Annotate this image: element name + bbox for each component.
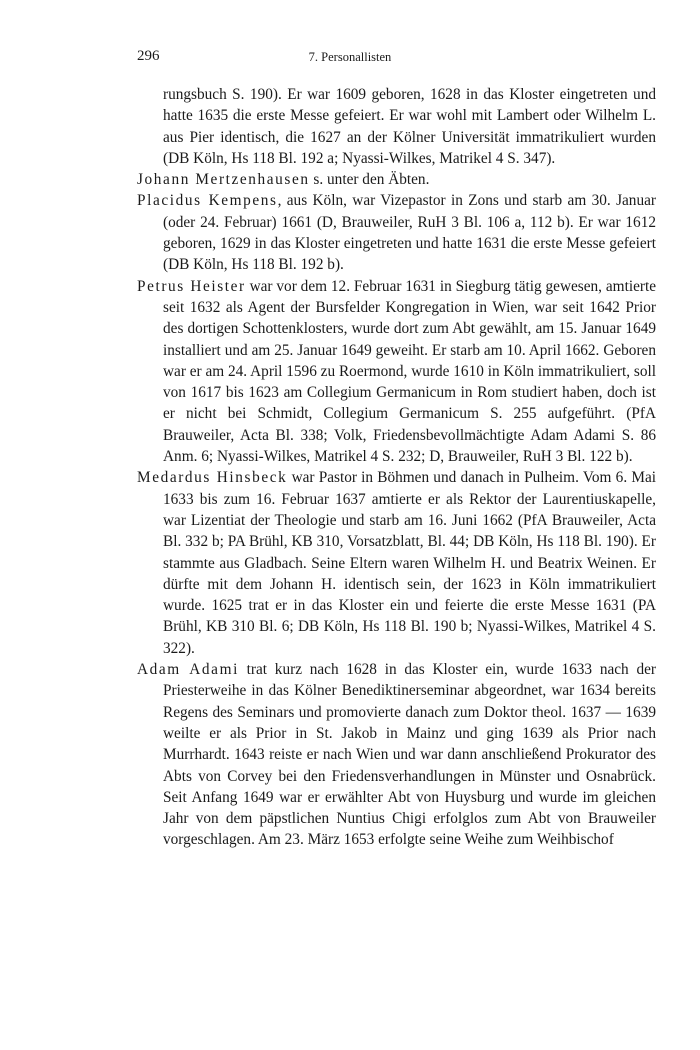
entry-kempens <box>137 190 656 275</box>
entry-text: s. unter den Äbten. <box>309 171 430 189</box>
entry-name: Adam Adami <box>137 661 239 679</box>
entry-adami <box>137 659 656 851</box>
entry-name: Johann Mertzenhausen <box>137 171 310 189</box>
entry-heister <box>137 276 656 468</box>
entry-name: Medardus Hinsbeck <box>137 469 288 487</box>
entry-text: , aus Köln, war Vizepastor in Zons und starb am 30. Januar (oder 24. Februar) 1661 (D, Brauweiler, RuH 3 Bl. 106 a, 112 b). Er war 1612 geboren, 1629 in das Kloster eingetreten und hatte 1631 die erste Messe gefeiert (DB Köln, Hs 118 Bl. 192 b). <box>163 192 656 274</box>
entry-text: rungsbuch S. 190). Er war 1609 geboren, 1628 in das Kloster eingetreten und hatte 1635 die erste Messe gefeiert. Er war wohl mit Lambert oder Wilhelm L. aus Pier identisch, die 1627 an der Kölner Universität immatrikuliert wurden (DB Köln, Hs 118 Bl. 192 a; Nyassi-Wilkes, Matrikel 4 S. 347). <box>163 86 656 167</box>
entry-name: Placidus Kempens <box>137 192 278 210</box>
entry-text: war vor dem 12. Februar 1631 in Siegburg tätig gewesen, amtierte seit 1632 als Agent der Bursfelder Kongregation in Wien, war seit 1642 Prior des dortigen Schottenklosters, wurde dort zum Abt gewählt, am 15. Januar 1649 installiert und am 25. Januar 1649 geweiht. Er starb am 10. April 1662. Geboren war er am 24. April 1596 zu Roermond, wurde 1610 in Köln immatrikuliert, soll von 1617 bis 1623 am Collegium Germanicum in Rom studiert haben, doch ist er nicht bei Schmidt, Collegium Germanicum S. 255 aufgeführt. (PfA Brauweiler, Acta Bl. 338; Volk, Friedensbevollmächtigte Adam Adami S. 86 Anm. 6; Nyassi-Wilkes, Matrikel 4 S. 232; D, Brauweiler, RuH 3 Bl. 122 b). <box>163 277 657 466</box>
entry-continuation <box>137 84 656 169</box>
entry-name: Petrus Heister <box>137 277 246 295</box>
entry-list <box>137 84 656 851</box>
page-number: 296 <box>137 48 160 64</box>
entry-mertzenhausen <box>137 169 656 190</box>
entry-text: trat kurz nach 1628 in das Kloster ein, wurde 1633 nach der Priesterweihe in das Kölner Benediktinerseminar abgeordnet, war 1634 bereits Regens des Seminars und promovierte danach zum Doktor theol. 1637 — 1639 weilte er als Prior in St. Jakob in Mainz und ging 1639 als Prior nach Murrhardt. 1643 reiste er nach Wien und war dann anschließend Prokurator des Abts von Corvey bei den Friedensverhandlungen in Münster und Osnabrück. Seit Anfang 1649 war er erwählter Abt von Huysburg und wurde im gleichen Jahr von dem päpstlichen Nuntius Chigi erfolglos zum Abt von Brauweiler vorgeschlagen. Am 23. März 1653 erfolgte seine Weihe zum Weihbischof <box>163 661 656 849</box>
entry-hinsbeck <box>137 467 656 659</box>
entry-text: war Pastor in Böhmen und danach in Pulheim. Vom 6. Mai 1633 bis zum 16. Februar 1637 amtierte er als Rektor der Laurentiuskapelle, war Lizentiat der Theologie und starb am 16. Juni 1662 (PfA Brauweiler, Acta Bl. 332 b; PA Brühl, KB 310, Vorsatzblatt, Bl. 44; DB Köln, Hs 118 Bl. 190). Er stammte aus Gladbach. Seine Eltern waren Wilhelm H. und Beatrix Weinen. Er dürfte mit dem Johann H. identisch sein, der 1623 in Köln immatrikuliert wurde. 1625 trat er in das Kloster ein und feierte die erste Messe 1631 (PA Brühl, KB 310 Bl. 6; DB Köln, Hs 118 Bl. 190 b; Nyassi-Wilkes, Matrikel 4 S. 322). <box>163 469 656 657</box>
running-head: 7. Personallisten <box>308 50 392 64</box>
